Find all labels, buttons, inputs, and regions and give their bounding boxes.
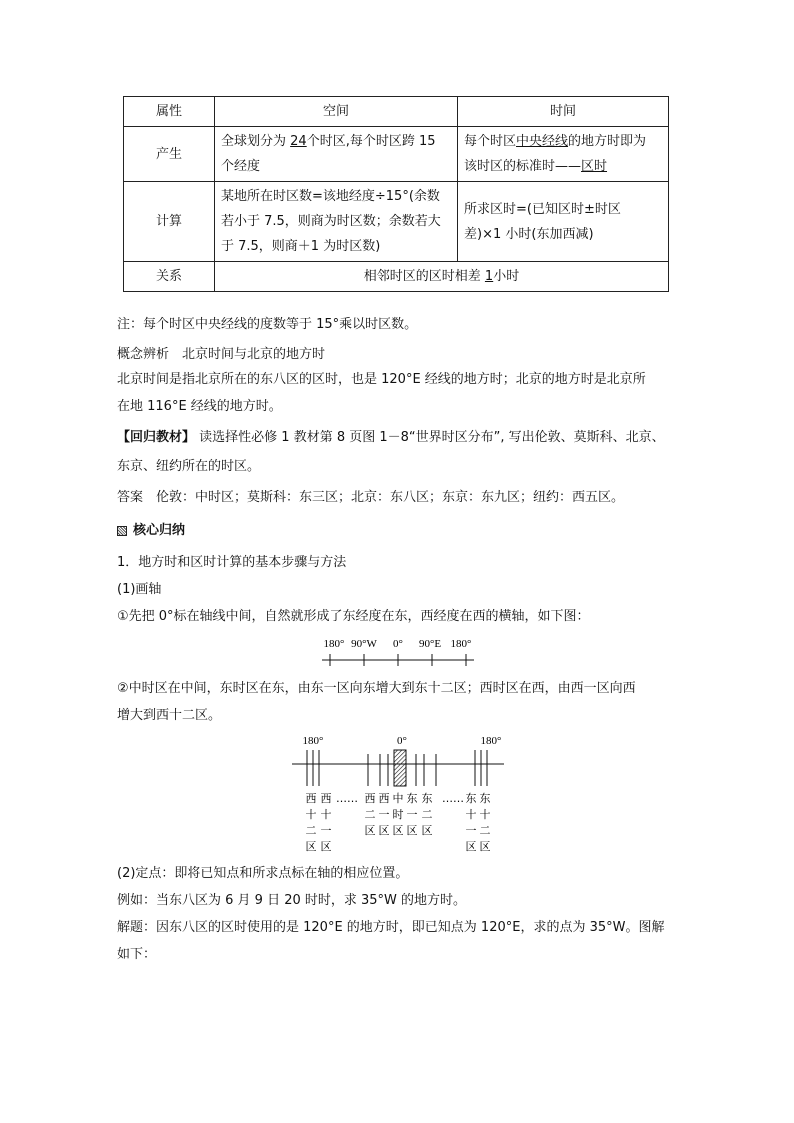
zone-label-char: 一 [406,808,418,821]
zone-label-char: 区 [378,824,390,837]
concept-text: 北京时间是指北京所在的东八区的区时，也是 120°E 经线的地方时；北京的地方时是北京所 [117,372,646,387]
table-cell [215,262,669,292]
zone-label-char: 区 [320,840,332,853]
solution-text: 如下： [117,947,157,962]
zone-label-char: 二 [479,824,491,837]
table-cell [215,127,458,182]
axis-tick-label: 0° [393,638,403,650]
zone-label-char: 西 [305,792,317,805]
zone-label-char: 东 [465,792,477,805]
step-item: 增大到西十二区。 [117,708,222,723]
cell-text: 于 7.5，则商＋1 为时区数) [221,239,381,254]
table-header-cell: 属性 [124,97,215,127]
axis-tick-label: 0° [397,735,407,747]
cell-text: 若小于 7.5，则商为时区数；余数若大 [221,214,441,229]
axis-tick-label: 90°W [351,638,377,650]
zone-label-char: 西 [320,792,332,805]
underlined-answer: 1 [484,269,494,284]
solution-text: 解题：因东八区的区时使用的是 120°E 的地方时，即已知点为 120°E，求的点为 35°W。图解 [117,920,665,935]
zone-label-char: 东 [406,792,418,805]
zone-label-char: 十 [305,808,317,821]
table-row-label: 产生 [124,127,215,182]
concept-heading: 概念辨析 北京时间与北京的地方时 [117,347,326,362]
zone-label-char: 西 [378,792,390,805]
zone-label-char: 区 [364,824,376,837]
zone-label-char: 二 [364,808,376,821]
example-text: 例如：当东八区为 6 月 9 日 20 时时，求 35°W 的地方时。 [117,893,467,908]
table-row [124,182,669,262]
zone-label-char: 区 [421,824,433,837]
table-row [124,127,669,182]
axis-tick-label: 180° [450,638,472,650]
cell-text: 差)×1 小时(东加西减) [464,226,594,242]
time-zone-attribute-table [123,96,669,292]
table-cell [458,182,669,262]
underlined-answer: 24 [290,134,307,149]
table-header-cell: 空间 [215,97,458,127]
note-text: 注：每个时区中央经线的度数等于 15°乘以时区数。 [117,317,418,332]
cell-text: 所求区时=(已知区时±时区 [464,201,621,217]
step-item: ②中时区在中间，东时区在东，由东一区向东增大到东十二区；西时区在西，由西一区向西 [117,681,636,696]
zone-label-char: 西 [364,792,376,805]
underlined-answer: 区时 [581,159,608,174]
cell-text: 个时区,每个时区跨 15 [306,134,436,149]
step-subheading: (1)画轴 [117,582,162,597]
answer-text: 答案 伦敦：中时区；莫斯科：东三区；北京：东八区；东京：东九区；纽约：西五区。 [117,490,625,505]
cell-text: 该时区的标准时—— [464,159,582,174]
ellipsis: …… [442,792,464,805]
zone-label-char: 东 [421,792,433,805]
table-row-label: 计算 [124,182,215,262]
zone-label-char: 一 [378,808,390,821]
zone-label-char: 区 [406,824,418,837]
zone-label-char: 十 [465,808,477,821]
zone-label-char: 十 [320,808,332,821]
concept-text: 在地 116°E 经线的地方时。 [117,399,282,414]
zone-label-char: 区 [465,840,477,853]
axis-tick-label: 90°E [418,638,442,650]
table-header-row [124,97,669,127]
step-item: ①先把 0°标在轴线中间，自然就形成了东经度在东，西经度在西的横轴，如下图： [117,609,590,624]
cell-text: 某地所在时区数=该地经度÷15°(余数 [221,189,440,204]
axis-tick-label: 180° [323,638,345,650]
zone-label-char: 时 [392,808,404,821]
zone-label-char: 东 [479,792,491,805]
zone-label-char: 二 [421,808,433,821]
zone-label-char: 一 [320,824,332,837]
table-row [124,262,669,292]
axis-tick-label: 180° [302,735,324,747]
zone-label-char: 中 [392,792,404,805]
cell-text: 相邻时区的区时相差 [363,269,485,284]
section-heading [117,521,185,541]
central-time-zone [394,750,406,786]
zone-label-char: 区 [305,840,317,853]
table-header-cell: 时间 [458,97,669,127]
review-tag: 【回归教材】 [117,430,196,445]
zone-label-char: 区 [479,840,491,853]
review-text: 读选择性必修 1 教材第 8 页图 1－8“世界时区分布”, 写出伦敦、莫斯科、北京、 [199,430,665,445]
zone-label-char: 区 [392,824,404,837]
cell-text: 每个时区 [464,134,517,149]
ellipsis: …… [336,792,358,805]
table-cell [458,127,669,182]
zone-label-char: 二 [305,824,317,837]
cell-text: 的地方时即为 [568,134,647,149]
zone-label-char: 十 [479,808,491,821]
axis-tick-label: 180° [480,735,502,747]
section-heading-text: 核心归纳 [133,523,186,538]
underlined-answer: 中央经线 [516,134,569,149]
cell-text: 小时 [493,269,520,284]
review-paragraph [117,428,665,448]
step-subheading: (2)定点：即将已知点和所求点标在轴的相应位置。 [117,866,409,881]
zone-label-char: 一 [465,824,477,837]
cell-text: 个经度 [221,159,261,174]
square-bullet-icon [117,526,127,536]
steps-title: 1．地方时和区时计算的基本步骤与方法 [117,555,347,570]
cell-text: 全球划分为 [221,134,291,149]
table-row-label: 关系 [124,262,215,292]
longitude-axis-diagram [318,634,478,670]
table-cell [215,182,458,262]
review-text: 东京、纽约所在的时区。 [117,459,261,474]
time-zone-axis-diagram [290,730,506,856]
